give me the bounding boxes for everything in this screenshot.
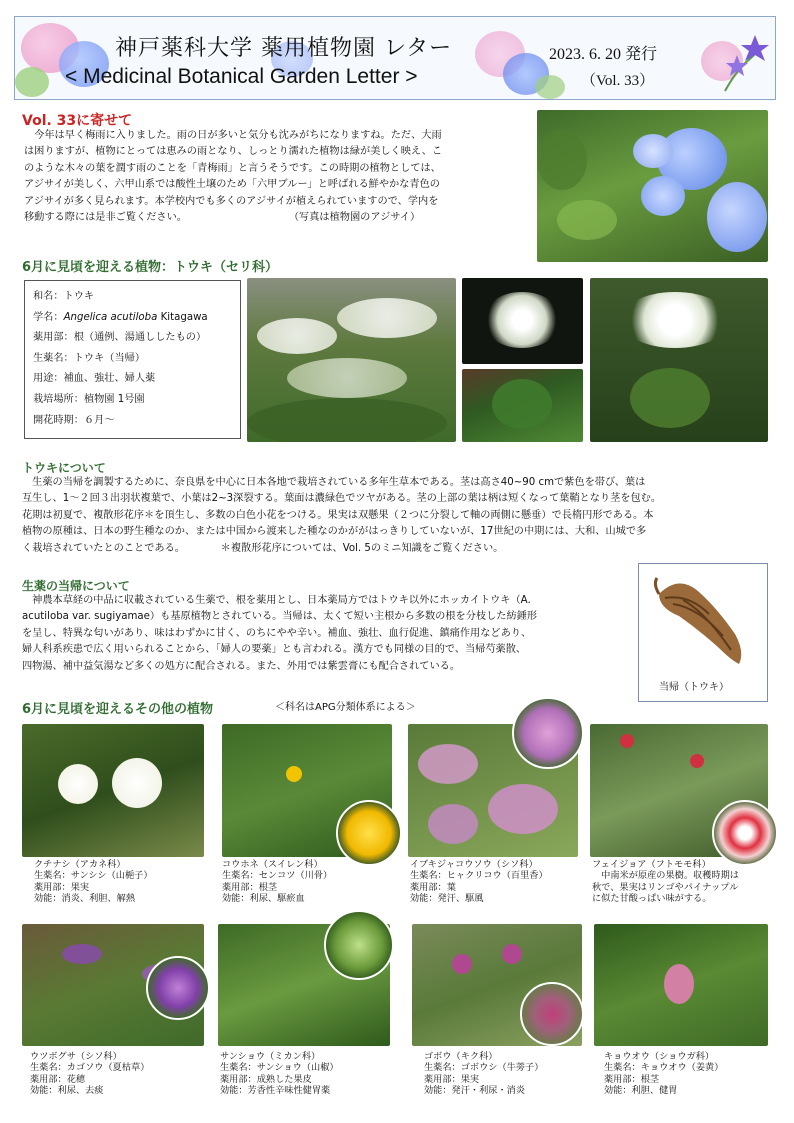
crude-line: acutiloba var. sugiyamae）も基原植物とされている。当帰は、太くて短い主根から多数の根を分枝した紡錘形 [22,611,538,623]
dried-root-image [639,564,767,674]
crude-line: 四物湯、補中益気湯など多くの処方に配合される。また、外用では紫雲膏にも配合されている。 [22,660,461,672]
info-label: 和名： [33,291,64,302]
plant-name: サンショウ（ミカン科） [220,1051,321,1062]
info-row [33,390,232,411]
info-value: 根（通例、湯通ししたもの） [73,332,207,344]
author-name: Kitagawa [157,311,208,323]
plant-name: ウツボグサ（シソ科） [30,1051,122,1062]
crude-line: 神農本草経の中品に収載されている生薬で、根を薬用とし、日本薬局方ではトウキ以外にホッカイトウキ（A. [22,595,531,606]
info-label: 栽培場所： [33,393,84,405]
feijoa-caption [592,859,739,905]
issue-volume: （Vol. 33） [581,73,655,89]
plant-detail: 薬用部：果実 [424,1073,480,1085]
intro-line: は困りますが、植物にとっては恵みの雨となり、しっとり濡れた植物は緑が美しく映え、こ [24,146,443,158]
about-line: 植物の原種は、日本の野生種なのか、または中国から渡来した種なのかががはっきりしていないが、17世紀の中期には、大和、山城で多 [22,526,647,538]
plant-detail: 薬用部：根茎 [604,1073,660,1085]
utsubogusa-inset [146,956,210,1020]
ibukijakousou-caption [410,859,548,905]
plant-detail: 効能：発汗・利尿・消炎 [424,1085,526,1097]
plant-detail: 生薬名：キョウオウ（姜黄） [604,1062,724,1074]
touki-flower-closeup-photo [462,278,583,364]
info-label: 薬用部： [33,332,74,344]
plant-info-box [24,280,241,439]
about-line: 互生し、1～２回３出羽状複葉で、小葉は2~3深裂する。葉面は濃緑色でツヤがある。茎の上部の葉は柄は短くなって葉鞘となり茎を包む。 [22,493,662,505]
issue-date: 2023. 6. 20 発行 [549,46,658,63]
plant-detail: 生薬名：カゴソウ（夏枯草） [30,1062,150,1074]
plant-name: イブキジャコウソウ（シソ科） [410,859,538,870]
newsletter-subtitle: < Medicinal Botanical Garden Letter > [65,65,418,88]
crude-line: を呈し、特異な匂いがあり、味はわずかに甘く、のちにやや辛い。補血、強壮、血行促進、鎮痛作用などあり、 [22,627,532,639]
plant-detail: 生薬名：サンショウ（山椒） [220,1062,339,1074]
about-touki-text [22,475,772,557]
kuchinashi-caption [34,859,153,905]
plant-detail: 薬用部：果実 [34,881,90,893]
kuchinashi-photo [22,724,204,857]
info-label: 開花時期： [33,414,84,426]
intro-line: アジサイが多く見られます。本学校内でも多くのアジサイが植えられていますので、学内を [24,195,439,207]
kouhone-flower-inset [336,800,402,866]
plant-detail: 効能：利尿、駆瘀血 [222,893,305,905]
dried-root-figure [638,563,768,702]
plant-detail: 効能：消炎、利胆、解熱 [34,893,136,905]
plant-detail: 効能：利胆、健胃 [604,1085,678,1097]
plant-detail: 薬用部：花穂 [30,1073,86,1085]
kyouou-photo [594,924,768,1046]
header-banner [14,16,776,100]
crude-drug-text [22,593,632,675]
plant-detail: 効能：発汗、駆風 [410,893,484,905]
scientific-name: Angelica acutiloba [63,311,158,323]
newsletter-title: 神戸薬科大学 薬用植物園 レター [115,36,453,61]
plant-detail: 生薬名：サンシシ（山梔子） [34,870,153,882]
plant-name: コウホネ（スイレン科） [222,859,323,870]
feature-heading: 6月に見頃を迎える植物：トウキ（セリ科） [22,260,279,275]
leaf-decoration [535,75,565,99]
intro-line: のような木々の葉を潤す雨のことを「青梅雨」と言うそうです。この時期の植物としては、 [24,162,441,174]
about-touki-heading: トウキについて [22,461,106,475]
plant-name: クチナシ（アカネ科） [34,859,126,870]
plant-name: キョウオウ（ショウガ科） [604,1051,715,1062]
about-line: 花期は初夏で、複散形花序＊を頂生し、多数の白色小花をつける。果実は双懸果（２つに分裂して軸の両側に懸垂）で長楕円形である。本 [22,509,654,521]
about-line: 生薬の当帰を調製するために、奈良県を中心に日本各地で栽培されている多年生草本である。茎は高さ40~90 cmで紫色を帯び、葉は [22,477,646,488]
info-value: トウキ [63,291,95,302]
utsubogusa-caption [30,1051,149,1097]
leaf-decoration [15,67,49,97]
classification-note: ＜科名はAPG分類体系による＞ [275,702,416,713]
crude-drug-heading: 生薬の当帰について [22,579,130,593]
gobou-flower-inset [520,982,584,1046]
info-label: 学名： [33,311,64,323]
plant-detail: に似た甘酸っぱい味がする。 [592,893,712,905]
kouhone-caption [222,859,332,905]
intro-line: 移動する際には是非ご覧ください。 （写真は植物園のアジサイ） [24,212,421,224]
intro-line: 今年は早く梅雨に入りました。雨の日が多いと気分も沈みがちになりますね。ただ、大雨 [24,130,442,141]
gobou-caption [424,1051,543,1097]
touki-plant-photo [247,278,456,442]
plant-name: フェイジョア（フトモモ科） [592,859,711,870]
about-line: く栽培されていたとのことである。 ＊複散形花序については、Vol. 5のミニ知識をご覧ください。 [22,542,504,554]
info-value: 植物園 1号園 [83,393,145,405]
hydrangea-photo [537,110,768,262]
info-row [33,328,232,349]
root-caption: 当帰（トウキ） [659,682,729,693]
plant-detail: 薬用部：成熟した果皮 [220,1073,312,1085]
others-heading: 6月に見頃を迎えるその他の植物 [22,702,214,717]
info-row [33,287,232,308]
intro-heading: Vol. 33に寄せて [22,113,133,129]
kyouou-caption [604,1051,723,1097]
plant-detail: 生薬名：ゴボウシ（牛蒡子） [424,1062,544,1074]
plant-name: ゴボウ（キク科） [424,1051,498,1062]
intro-line: アジサイが美しく、六甲山系では酸性土壌のため「六甲ブルー」と呼ばれる鮮やかな青色の [24,179,440,191]
info-value: 補血、強壮、婦人薬 [63,373,156,385]
plant-detail: 秋で、果実はリンゴやパイナップル [592,881,739,893]
touki-leaf-photo [462,369,583,442]
plant-detail: 生薬名：ヒャクリコウ（百里香） [410,870,548,882]
plant-detail: 中南米が原産の果樹。収穫時期は [592,870,739,882]
plant-detail: 薬用部：葉 [410,881,456,893]
info-label: 生薬名： [33,352,74,364]
crude-line: 婦人科系疾患で広く用いられることから、「婦人の要薬」とも言われる。漢方でも同様の目的で、当帰芍薬散、 [22,644,527,656]
touki-umbel-photo [590,278,768,442]
intro-text [24,128,529,226]
sanshou-fruit-inset [324,910,394,980]
ibukijakousou-inset [512,697,584,769]
sanshou-caption [220,1051,339,1097]
info-row [33,369,232,390]
info-row [33,308,232,329]
bellflower-icon [715,33,771,93]
feijoa-flower-inset [712,800,778,866]
info-value: トウキ（当帰） [73,352,146,364]
info-row [33,349,232,370]
plant-detail: 薬用部：根茎 [222,881,278,893]
info-label: 用途： [33,373,64,385]
plant-detail: 効能：利尿、去痰 [30,1085,104,1097]
info-row [33,411,232,432]
plant-detail: 効能：芳香性辛味性健胃薬 [220,1085,331,1097]
plant-detail: 生薬名：センコツ（川骨） [222,870,333,882]
info-value: ６月～ [83,414,115,426]
